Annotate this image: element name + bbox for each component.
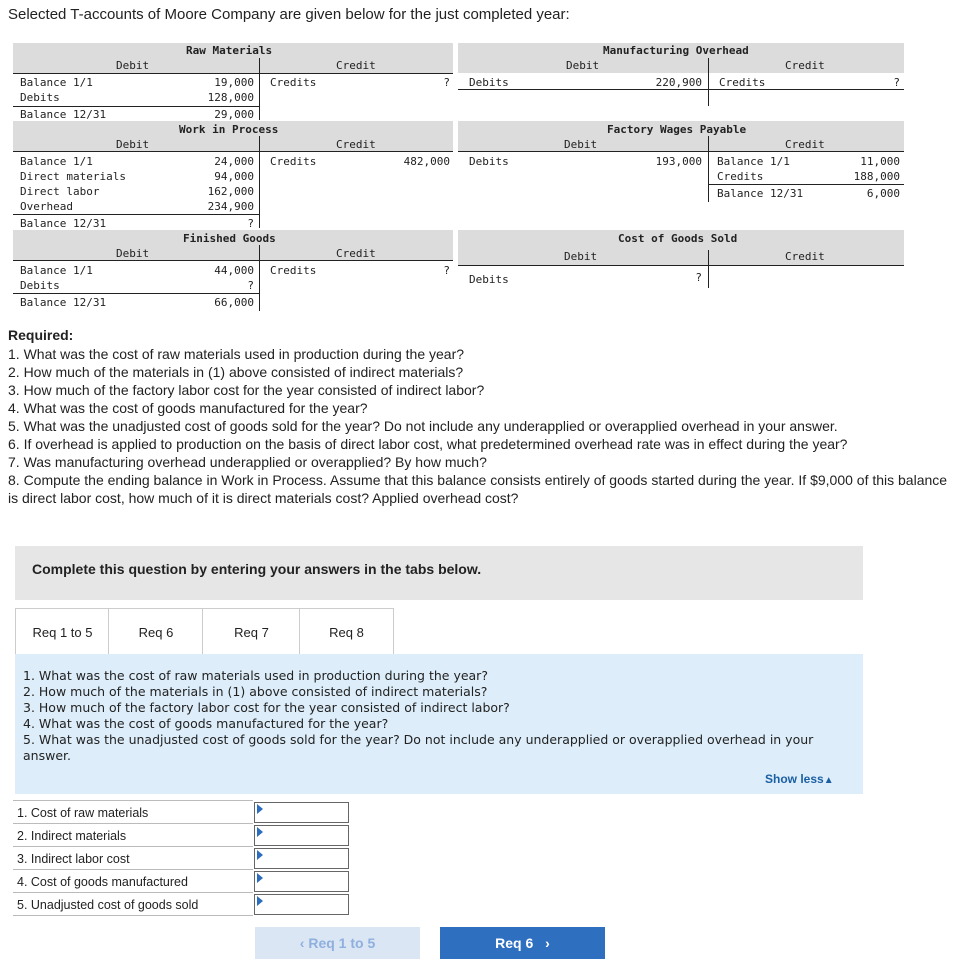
- credit-label: Credits: [717, 170, 764, 183]
- row-label: Balance 1/1: [20, 264, 93, 277]
- indirect-materials-input[interactable]: [254, 825, 349, 846]
- tab-label: Req 7: [234, 625, 269, 640]
- row-label: Debits: [469, 155, 509, 168]
- show-less-label: Show less: [765, 772, 824, 786]
- tab-label: Req 6: [138, 625, 174, 640]
- t-title: Raw Materials: [186, 44, 273, 57]
- panel-item: 4. What was the cost of goods manufactured for the year?: [23, 716, 389, 731]
- answer-row: [13, 825, 351, 847]
- debit-value: 29,000: [214, 108, 254, 121]
- required-item: 7. Was manufacturing overhead underapplied or overapplied? By how much?: [8, 454, 487, 470]
- panel-item: 2. How much of the materials in (1) above consisted of indirect materials?: [23, 684, 488, 699]
- credit-value: 6,000: [866, 187, 900, 200]
- tab-req-6[interactable]: [108, 608, 204, 655]
- debit-header: Debit: [566, 59, 600, 72]
- next-tab-button[interactable]: [440, 927, 605, 959]
- show-less-link[interactable]: [765, 772, 834, 786]
- tab-req-7[interactable]: [202, 608, 301, 655]
- row-label: Direct materials: [20, 170, 126, 183]
- panel-item: 5. What was the unadjusted cost of goods sold for the year? Do not include any underapplied or overapplied overhead in your answer.: [23, 732, 814, 763]
- credit-value: 11,000: [860, 155, 900, 168]
- row-label: Overhead: [20, 200, 73, 213]
- required-title: Required:: [8, 327, 74, 343]
- required-item: 4. What was the cost of goods manufactured for the year?: [8, 400, 368, 416]
- debit-value: 94,000: [214, 170, 254, 183]
- required-item: 1. What was the cost of raw materials used in production during the year?: [8, 346, 465, 362]
- credit-header: Credit: [336, 247, 376, 260]
- answer-row: [13, 894, 351, 916]
- tab-label: Req 8: [329, 625, 364, 640]
- debit-header: Debit: [116, 247, 150, 260]
- row-label: Debits: [469, 273, 509, 286]
- debit-header: Debit: [116, 59, 150, 72]
- credit-value: ?: [443, 264, 450, 277]
- answer-label: 1. Cost of raw materials: [13, 802, 253, 824]
- credit-value: 188,000: [853, 170, 900, 183]
- required-item: 6. If overhead is applied to production on the basis of direct labor cost, what predetermined overhead rate was in effect during the year?: [8, 436, 848, 452]
- debit-header: Debit: [116, 138, 150, 151]
- row-label: Balance 1/1: [20, 76, 93, 89]
- credit-header: Credit: [336, 138, 376, 151]
- t-title: Manufacturing Overhead: [603, 44, 749, 57]
- credit-label: Credits: [270, 155, 317, 168]
- debit-value: 220,900: [655, 76, 702, 89]
- required-item: 3. How much of the factory labor cost for the year consisted of indirect labor?: [8, 382, 485, 398]
- credit-header: Credit: [336, 59, 376, 72]
- answer-label: 4. Cost of goods manufactured: [13, 871, 253, 893]
- previous-tab-button[interactable]: [255, 927, 420, 959]
- debit-value: ?: [247, 217, 254, 230]
- t-title: Cost of Goods Sold: [618, 232, 738, 245]
- credit-label: Credits: [270, 264, 317, 277]
- answer-row: [13, 802, 351, 824]
- intro-text: Selected T-accounts of Moore Company are given below for the just completed year:: [8, 6, 570, 23]
- answer-label: 3. Indirect labor cost: [13, 848, 253, 870]
- answer-row: [13, 871, 351, 893]
- row-label: Direct labor: [20, 185, 100, 198]
- question-panel: [15, 654, 863, 794]
- credit-label: Credits: [270, 76, 317, 89]
- required-list: [8, 345, 952, 507]
- panel-item: 1. What was the cost of raw materials used in production during the year?: [23, 668, 488, 683]
- row-label: Debits: [20, 279, 60, 292]
- row-label: Balance 12/31: [20, 217, 107, 230]
- panel-question-list: [23, 668, 853, 764]
- chevron-left-icon: ‹: [299, 935, 305, 951]
- debit-value: 128,000: [207, 91, 254, 104]
- tab-req-8[interactable]: [299, 608, 394, 655]
- debit-header: Debit: [564, 138, 598, 151]
- panel-item: 3. How much of the factory labor cost for the year consisted of indirect labor?: [23, 700, 510, 715]
- tab-req-1-to-5[interactable]: [15, 608, 110, 655]
- debit-header: Debit: [564, 250, 598, 263]
- required-item: 8. Compute the ending balance in Work in Process. Assume that this balance consists entirely of goods started during the year. If $9,000 of this balance is direct labor cost, how much of it is direct materials cost? Applied overhead cost?: [8, 472, 948, 506]
- answer-label: 5. Unadjusted cost of goods sold: [13, 894, 253, 916]
- debit-value: 19,000: [214, 76, 254, 89]
- credit-header: Credit: [785, 250, 825, 263]
- credit-value: ?: [443, 76, 450, 89]
- cost-of-raw-materials-input[interactable]: [254, 802, 349, 823]
- debit-value: 66,000: [214, 296, 254, 309]
- credit-label: Credits: [719, 76, 766, 89]
- debit-value: ?: [695, 271, 702, 284]
- debit-value: 24,000: [214, 155, 254, 168]
- row-label: Balance 1/1: [20, 155, 93, 168]
- row-label: Debits: [20, 91, 60, 104]
- debit-value: 234,900: [207, 200, 254, 213]
- instructions-banner: [15, 546, 863, 600]
- credit-value: 482,000: [403, 155, 450, 168]
- previous-label: Req 1 to 5: [308, 935, 376, 951]
- row-label: Balance 12/31: [20, 108, 107, 121]
- indirect-labor-cost-input[interactable]: [254, 848, 349, 869]
- row-label: Balance 12/31: [20, 296, 107, 309]
- next-label: Req 6: [495, 935, 534, 951]
- required-item: 2. How much of the materials in (1) above consisted of indirect materials?: [8, 364, 464, 380]
- credit-value: ?: [893, 76, 900, 89]
- debit-value: 193,000: [655, 155, 702, 168]
- credit-label: Balance 1/1: [717, 155, 790, 168]
- t-title: Finished Goods: [183, 232, 276, 245]
- caret-up-icon: ▲: [823, 775, 834, 786]
- t-title: Factory Wages Payable: [607, 123, 747, 136]
- required-item: 5. What was the unadjusted cost of goods sold for the year? Do not include any underapplied or overapplied overhead in your answer.: [8, 418, 838, 434]
- answer-label: 2. Indirect materials: [13, 825, 253, 847]
- row-label: Debits: [469, 76, 509, 89]
- unadjusted-cogs-input[interactable]: [254, 894, 349, 915]
- debit-value: 44,000: [214, 264, 254, 277]
- debit-value: 162,000: [207, 185, 254, 198]
- debit-value: ?: [247, 279, 254, 292]
- credit-header: Credit: [785, 138, 825, 151]
- cost-of-goods-manufactured-input[interactable]: [254, 871, 349, 892]
- credit-label: Balance 12/31: [717, 187, 804, 200]
- t-title: Work in Process: [179, 123, 279, 136]
- answer-row: [13, 848, 351, 870]
- credit-header: Credit: [785, 59, 825, 72]
- instructions-text: Complete this question by entering your answers in the tabs below.: [32, 561, 482, 577]
- chevron-right-icon: ›: [545, 935, 550, 951]
- tab-label: Req 1 to 5: [32, 625, 93, 640]
